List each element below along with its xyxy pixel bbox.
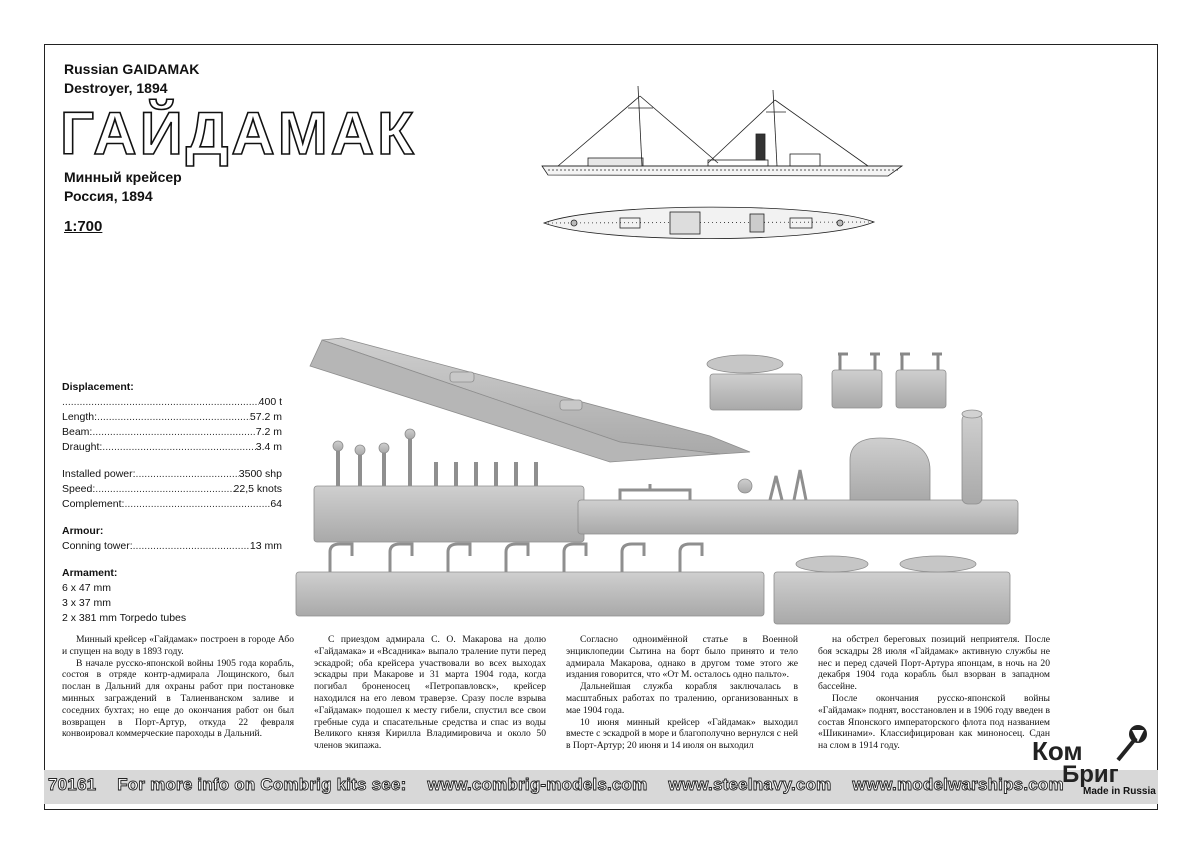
- kit-code: 70161: [48, 775, 97, 794]
- spec-armour-heading: Armour:: [62, 525, 104, 537]
- footer-text: [48, 775, 1080, 795]
- history-text: [62, 634, 1142, 752]
- title-ru-big: ГАЙДАМАК: [60, 100, 417, 167]
- spec-row: Length: ..... 57.2 m: [62, 410, 282, 425]
- spec-row: Speed: ..... 22,5 knots: [62, 482, 282, 497]
- footer-info: For more info on Combrig kits see:: [117, 775, 407, 794]
- paragraph: Дальнейшая служба корабля заключалась в масштабных работах по тралению, организованных в мае 1904 года.: [566, 681, 798, 716]
- armament-item: 2 x 381 mm Torpedo tubes: [62, 612, 187, 624]
- title-en-line2: Destroyer, 1894: [64, 80, 168, 96]
- armament-item: 6 x 47 mm: [62, 582, 112, 594]
- made-in-russia: Made in Russia: [1083, 786, 1156, 797]
- logo-line1: Ком: [1032, 736, 1083, 766]
- combrig-emblem-icon: [1118, 725, 1147, 760]
- logo-line2: Бриг: [1062, 761, 1119, 788]
- spec-row: Conning tower: ..... 13 mm: [62, 539, 282, 554]
- paragraph: После окончания русско-японской войны «Гайдамак» поднят, восстановлен и в 1906 году введен в состав Японского императорского флота под названием «Шикинами». Классифицирован как миноносец. Сдан на слом в 1914 году.: [818, 692, 1050, 752]
- title-en: [64, 60, 199, 98]
- spec-displacement-heading: Displacement:: [62, 381, 134, 393]
- ship-top-view-drawing: [540, 198, 880, 248]
- spec-row: Installed power: ..... 3500 shp: [62, 467, 282, 482]
- scale-label: 1:700: [64, 218, 103, 235]
- spec-row: Complement: ..... 64: [62, 497, 282, 512]
- title-en-line1: Russian GAIDAMAK: [64, 61, 200, 77]
- spec-row: Beam: ..... 7.2 m: [62, 425, 282, 440]
- subtitle-ru-line1: Минный крейсер: [64, 169, 182, 185]
- paragraph: В начале русско-японской войны 1905 года корабль, состоя в отряде контр-адмирала Лощинского, был послан в Дальний для охраны работ при постановке минных заграждений в Талиенванском заливе и соседних бухтах; но еще до окончания работ он был возвращен в Порт-Артур, откуда 22 февраля конвоировал коммерческие пароходы в Дальний.: [62, 657, 294, 740]
- subtitle-ru-line2: Россия, 1894: [64, 188, 153, 204]
- paragraph: Минный крейсер «Гайдамак» построен в городе Або и спущен на воду в 1893 году.: [62, 634, 294, 657]
- paragraph: 10 июня минный крейсер «Гайдамак» выходил вместе с эскадрой в море и благополучно вернулся с ней в Порт-Артур; 20 июня и 14 июля он выходил: [566, 716, 798, 752]
- subtitle-ru: [64, 168, 182, 206]
- text-column-4: [818, 634, 1050, 752]
- spec-armament-heading: Armament:: [62, 567, 118, 579]
- armament-item: 3 x 37 mm: [62, 597, 112, 609]
- footer-link-combrig[interactable]: www.combrig-models.com: [427, 775, 648, 794]
- paragraph: Согласно одноимённой статье в Военной энциклопедии Сытина на борт было принято и тело адмирала Макарова, однако в другом томе этого же издания говорится, что «От М. осталось одно пальто».: [566, 634, 798, 681]
- kit-parts-photo: [290, 330, 1050, 630]
- ship-profile-drawing: [528, 78, 928, 188]
- spec-row: ..... 400 t: [62, 395, 282, 410]
- paragraph: С приездом адмирала С. О. Макарова на долю «Гайдамака» и «Всадника» выпало траление пути перед эскадрой; оба крейсера участвовали во всех выходах эскадры при Макарове и 31 марта 1904 года, когда погибал броненосец «Петропавловск», крейсер находился на его левом траверзе. Сразу после взрыва «Гайдамак» подошел к месту гибели, спустил все свои гребные суда и спасательные средства и спас из воды Великого князя Кирилла Владимировича и около 50 членов экипажа.: [314, 634, 546, 752]
- spec-row: Draught: ..... 3.4 m: [62, 440, 282, 455]
- specifications: [62, 372, 282, 626]
- text-column-3: [566, 634, 798, 752]
- footer-band: [44, 770, 1158, 804]
- text-column-1: [62, 634, 294, 752]
- text-column-2: [314, 634, 546, 752]
- footer-link-steelnavy[interactable]: www.steelnavy.com: [668, 775, 832, 794]
- footer-link-modelwarships[interactable]: www.modelwarships.com: [852, 775, 1064, 794]
- paragraph: на обстрел береговых позиций неприятеля. После боя эскадры 28 июля «Гайдамак» активную службы не нес и перед сдачей Порт-Артура японцам, в ночь на 20 декабря 1904 года корабль был взорван в западном бассейне.: [818, 634, 1050, 693]
